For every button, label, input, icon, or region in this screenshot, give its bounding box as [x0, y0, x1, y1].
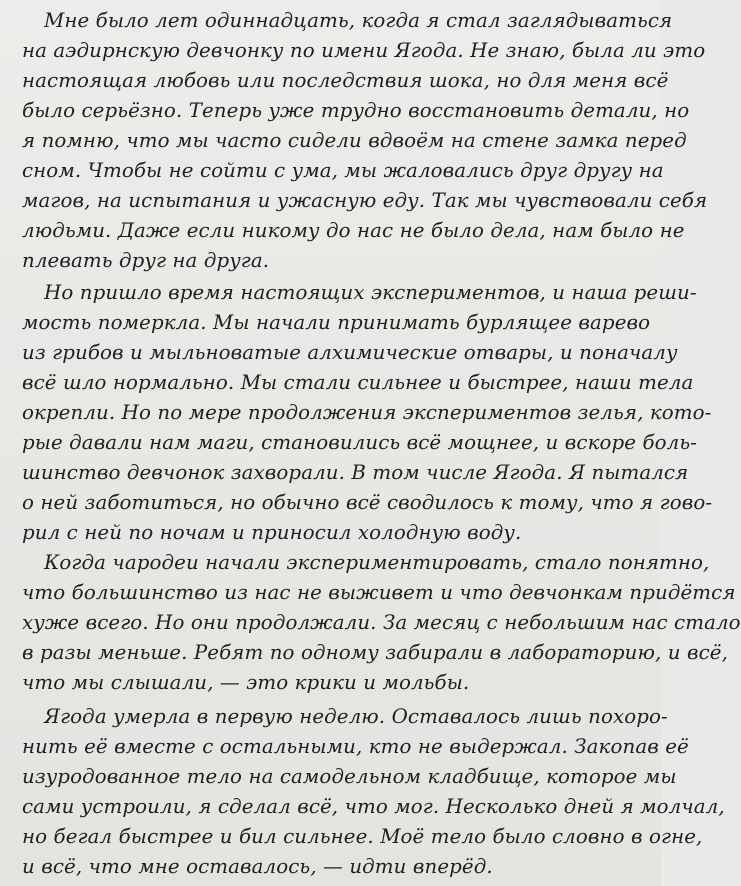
text-line: Мне было лет одиннадцать, когда я стал заглядываться	[44, 9, 673, 32]
text-line: сами устроили, я сделал всё, что мог. Несколько дней я молчал,	[22, 795, 725, 818]
text-line: всё шло нормально. Мы стали сильнее и быстрее, наши тела	[22, 371, 694, 394]
text-line: окрепли. Но по мере продолжения экспериментов зелья, кото-	[22, 401, 712, 424]
text-line: но бегал быстрее и бил сильнее. Моё тело было словно в огне,	[22, 825, 703, 848]
text-line: что мы слышали, — это крики и мольбы.	[22, 671, 470, 694]
text-line: нить её вместе с остальными, кто не выдержал. Закопав её	[22, 735, 689, 758]
text-line: Но пришло время настоящих экспериментов, и наша реши-	[44, 281, 697, 304]
text-line: рил с ней по ночам и приносил холодную воду.	[22, 521, 522, 544]
text-line: что большинство из нас не выживет и что девчонкам придётся	[22, 581, 736, 604]
text-line: Ягода умерла в первую неделю. Оставалось лишь похоро-	[44, 705, 668, 728]
text-line: мость померкла. Мы начали принимать бурлящее варево	[22, 311, 651, 334]
text-line: шинство девчонок захворали. В том числе Ягода. Я пытался	[22, 461, 689, 484]
text-line: людьми. Даже если никому до нас не было дела, нам было не	[22, 219, 685, 242]
text-line: в разы меньше. Ребят по одному забирали в лабораторию, и всё,	[22, 641, 728, 664]
text-line: Когда чародеи начали экспериментировать, стало понятно,	[44, 551, 710, 574]
text-line: изуродованное тело на самодельном кладбище, которое мы	[22, 765, 677, 788]
text-line: я помню, что мы часто сидели вдвоём на стене замка перед	[22, 129, 687, 152]
text-line: сном. Чтобы не сойти с ума, мы жаловались друг другу на	[22, 159, 664, 182]
text-line: на аэдирнскую девчонку по имени Ягода. Не знаю, была ли это	[22, 39, 706, 62]
text-line: рые давали нам маги, становились всё мощнее, и вскоре боль-	[22, 431, 697, 454]
text-line: и всё, что мне оставалось, — идти вперёд.	[22, 855, 493, 878]
text-line: плевать друг на друга.	[22, 249, 270, 272]
text-line: настоящая любовь или последствия шока, но для меня всё	[22, 69, 669, 92]
text-line: хуже всего. Но они продолжали. За месяц с небольшим нас стало	[22, 611, 741, 634]
text-line: из грибов и мыльноватые алхимические отвары, и поначалу	[22, 341, 678, 364]
text-line: было серьёзно. Теперь уже трудно восстановить детали, но	[22, 99, 690, 122]
text-line: магов, на испытания и ужасную еду. Так мы чувствовали себя	[22, 189, 708, 212]
text-line: о ней заботиться, но обычно всё сводилось к тому, что я гово-	[22, 491, 713, 514]
